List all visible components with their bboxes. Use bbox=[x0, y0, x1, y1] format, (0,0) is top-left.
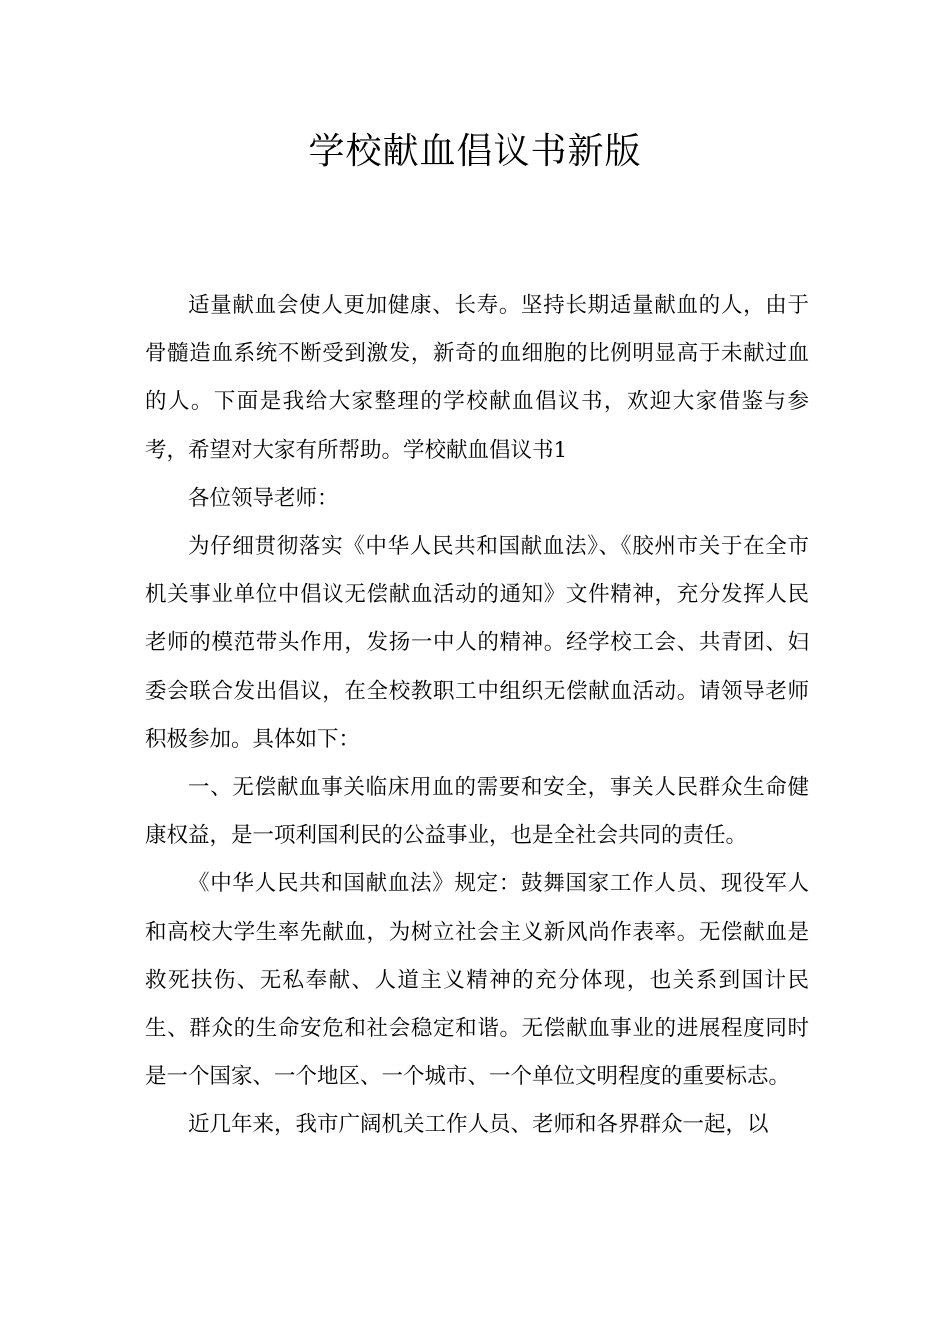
document-body bbox=[145, 282, 809, 1150]
paragraph-recent-years: 近几年来，我市广阔机关工作人员、老师和各界群众一起，以 bbox=[188, 1112, 769, 1138]
paragraph-intro: 适量献血会使人更加健康、长寿。坚持长期适量献血的人，由于骨髓造血系统不断受到激发，新奇的血细胞的比例明显高于未献过血的人。下面是我给大家整理的学校献血倡议书，欢迎大家借鉴与参考，希望对大家有所帮助。学校献血倡议书1 bbox=[145, 293, 809, 463]
paragraph-point-one: 一、无偿献血事关临床用血的需要和安全，事关人民群众生命健康权益，是一项利国利民的公益事业，也是全社会共同的责任。 bbox=[145, 775, 809, 849]
paragraph-law: 《中华人民共和国献血法》规定：鼓舞国家工作人员、现役军人和高校大学生率先献血，为树立社会主义新风尚作表率。无偿献血是救死扶伤、无私奉献、人道主义精神的充分体现，也关系到国计民生、群众的生命安危和社会稳定和谐。无偿献血事业的进展程度同时是一个国家、一个地区、一个城市、一个单位文明程度的重要标志。 bbox=[145, 871, 809, 1090]
document-title: 学校献血倡议书新版 bbox=[308, 131, 642, 172]
paragraph-salutation: 各位领导老师： bbox=[188, 485, 339, 511]
paragraph-purpose: 为仔细贯彻落实《中华人民共和国献血法》、《胶州市关于在全市机关事业单位中倡议无偿献血活动的通知》文件精神，充分发挥人民老师的模范带头作用，发扬一中人的精神。经学校工会、共青团、妇委会联合发出倡议，在全校教职工中组织无偿献血活动。请领导老师积极参加。具体如下： bbox=[145, 534, 809, 752]
